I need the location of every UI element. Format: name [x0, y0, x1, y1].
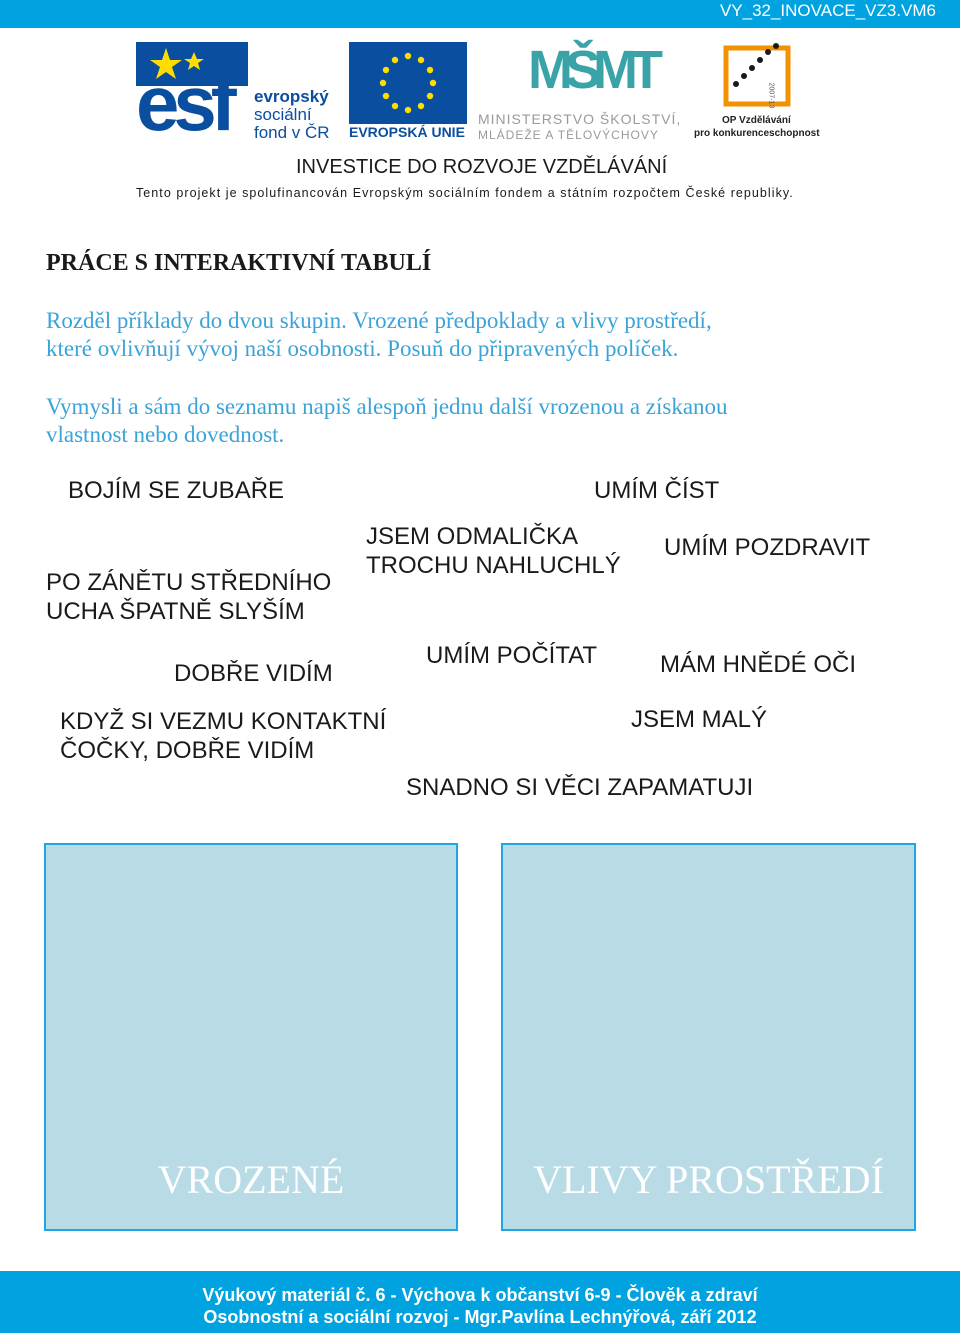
esf-logo	[136, 42, 346, 147]
esf-line3: fond v ČR	[254, 123, 330, 142]
instruction-2: Vymysli a sám do seznamu napiš alespoň jednu další vrozenou a získanou vlastnost nebo dovednost.	[46, 394, 728, 447]
eu-flag-icon	[349, 42, 467, 124]
footer-bar	[0, 1271, 960, 1333]
op-line1: OP Vzdělávání	[722, 115, 791, 126]
msmt-line2: MLÁDEŽE A TĚLOVÝCHOVY	[478, 128, 659, 142]
drag-item[interactable]: MÁM HNĚDÉ OČI	[660, 651, 857, 678]
msmt-logo	[478, 40, 688, 144]
footer-line2: Osobnostní a sociální rozvoj - Mgr.Pavlína Lechnýřová, září 2012	[203, 1307, 757, 1327]
page-title: PRÁCE S INTERAKTIVNÍ TABULÍ	[46, 250, 432, 276]
document-code: VY_32_INOVACE_VZ3.VM6	[719, 1, 936, 20]
drag-item[interactable]: UMÍM POZDRAVIT	[664, 534, 871, 561]
op-logo	[694, 40, 834, 144]
drag-item[interactable]: KDYŽ SI VEZMU KONTAKTNÍ ČOČKY, DOBŘE VIDÍM	[60, 708, 387, 764]
op-emblem-icon	[722, 40, 802, 110]
esf-line1: evropský	[254, 87, 329, 106]
project-note: Tento projekt je spolufinancován Evropským sociálním fondem a státním rozpočtem České republiky.	[136, 186, 794, 200]
drop-box-vrozene[interactable]	[44, 843, 458, 1231]
op-years: 2007-13	[767, 82, 775, 109]
eu-logo	[349, 42, 469, 142]
drag-item[interactable]: UMÍM POČÍTAT	[426, 642, 598, 669]
instruction-1: Rozděl příklady do dvou skupin. Vrozené předpoklady a vlivy prostředí, které ovlivňují vývoj naší osobnosti. Posuň do připravených políček.	[46, 308, 712, 361]
investice-heading: INVESTICE DO ROZVOJE VZDĚLÁVÁNÍ	[296, 156, 668, 178]
drop-box-label: VROZENÉ	[157, 1157, 345, 1202]
drag-item[interactable]: JSEM MALÝ	[631, 706, 768, 733]
esf-big-text: esf	[136, 59, 231, 147]
drag-item[interactable]: JSEM ODMALIČKA TROCHU NAHLUCHLÝ	[366, 523, 621, 579]
drop-box-label: VLIVY PROSTŘEDÍ	[533, 1157, 884, 1202]
esf-line2: sociální	[254, 105, 312, 124]
op-line2: pro konkurenceschopnost	[694, 128, 820, 139]
drag-item[interactable]: DOBŘE VIDÍM	[174, 660, 333, 687]
drag-item[interactable]: SNADNO SI VĚCI ZAPAMATUJI	[406, 774, 754, 801]
drag-item[interactable]: PO ZÁNĚTU STŘEDNÍHO UCHA ŠPATNĚ SLYŠÍM	[46, 569, 332, 625]
footer-line1: Výukový materiál č. 6 - Výchova k občanství 6-9 - Člověk a zdraví	[202, 1285, 758, 1305]
drag-item[interactable]: BOJÍM SE ZUBAŘE	[68, 477, 285, 504]
msmt-line1: MINISTERSTVO ŠKOLSTVÍ,	[478, 111, 682, 127]
eu-label: EVROPSKÁ UNIE	[349, 124, 465, 140]
msmt-emblem-icon: MŠMT	[528, 40, 655, 100]
drag-item[interactable]: UMÍM ČÍST	[594, 477, 720, 504]
drop-box-vlivy-prostredi[interactable]	[501, 843, 916, 1231]
